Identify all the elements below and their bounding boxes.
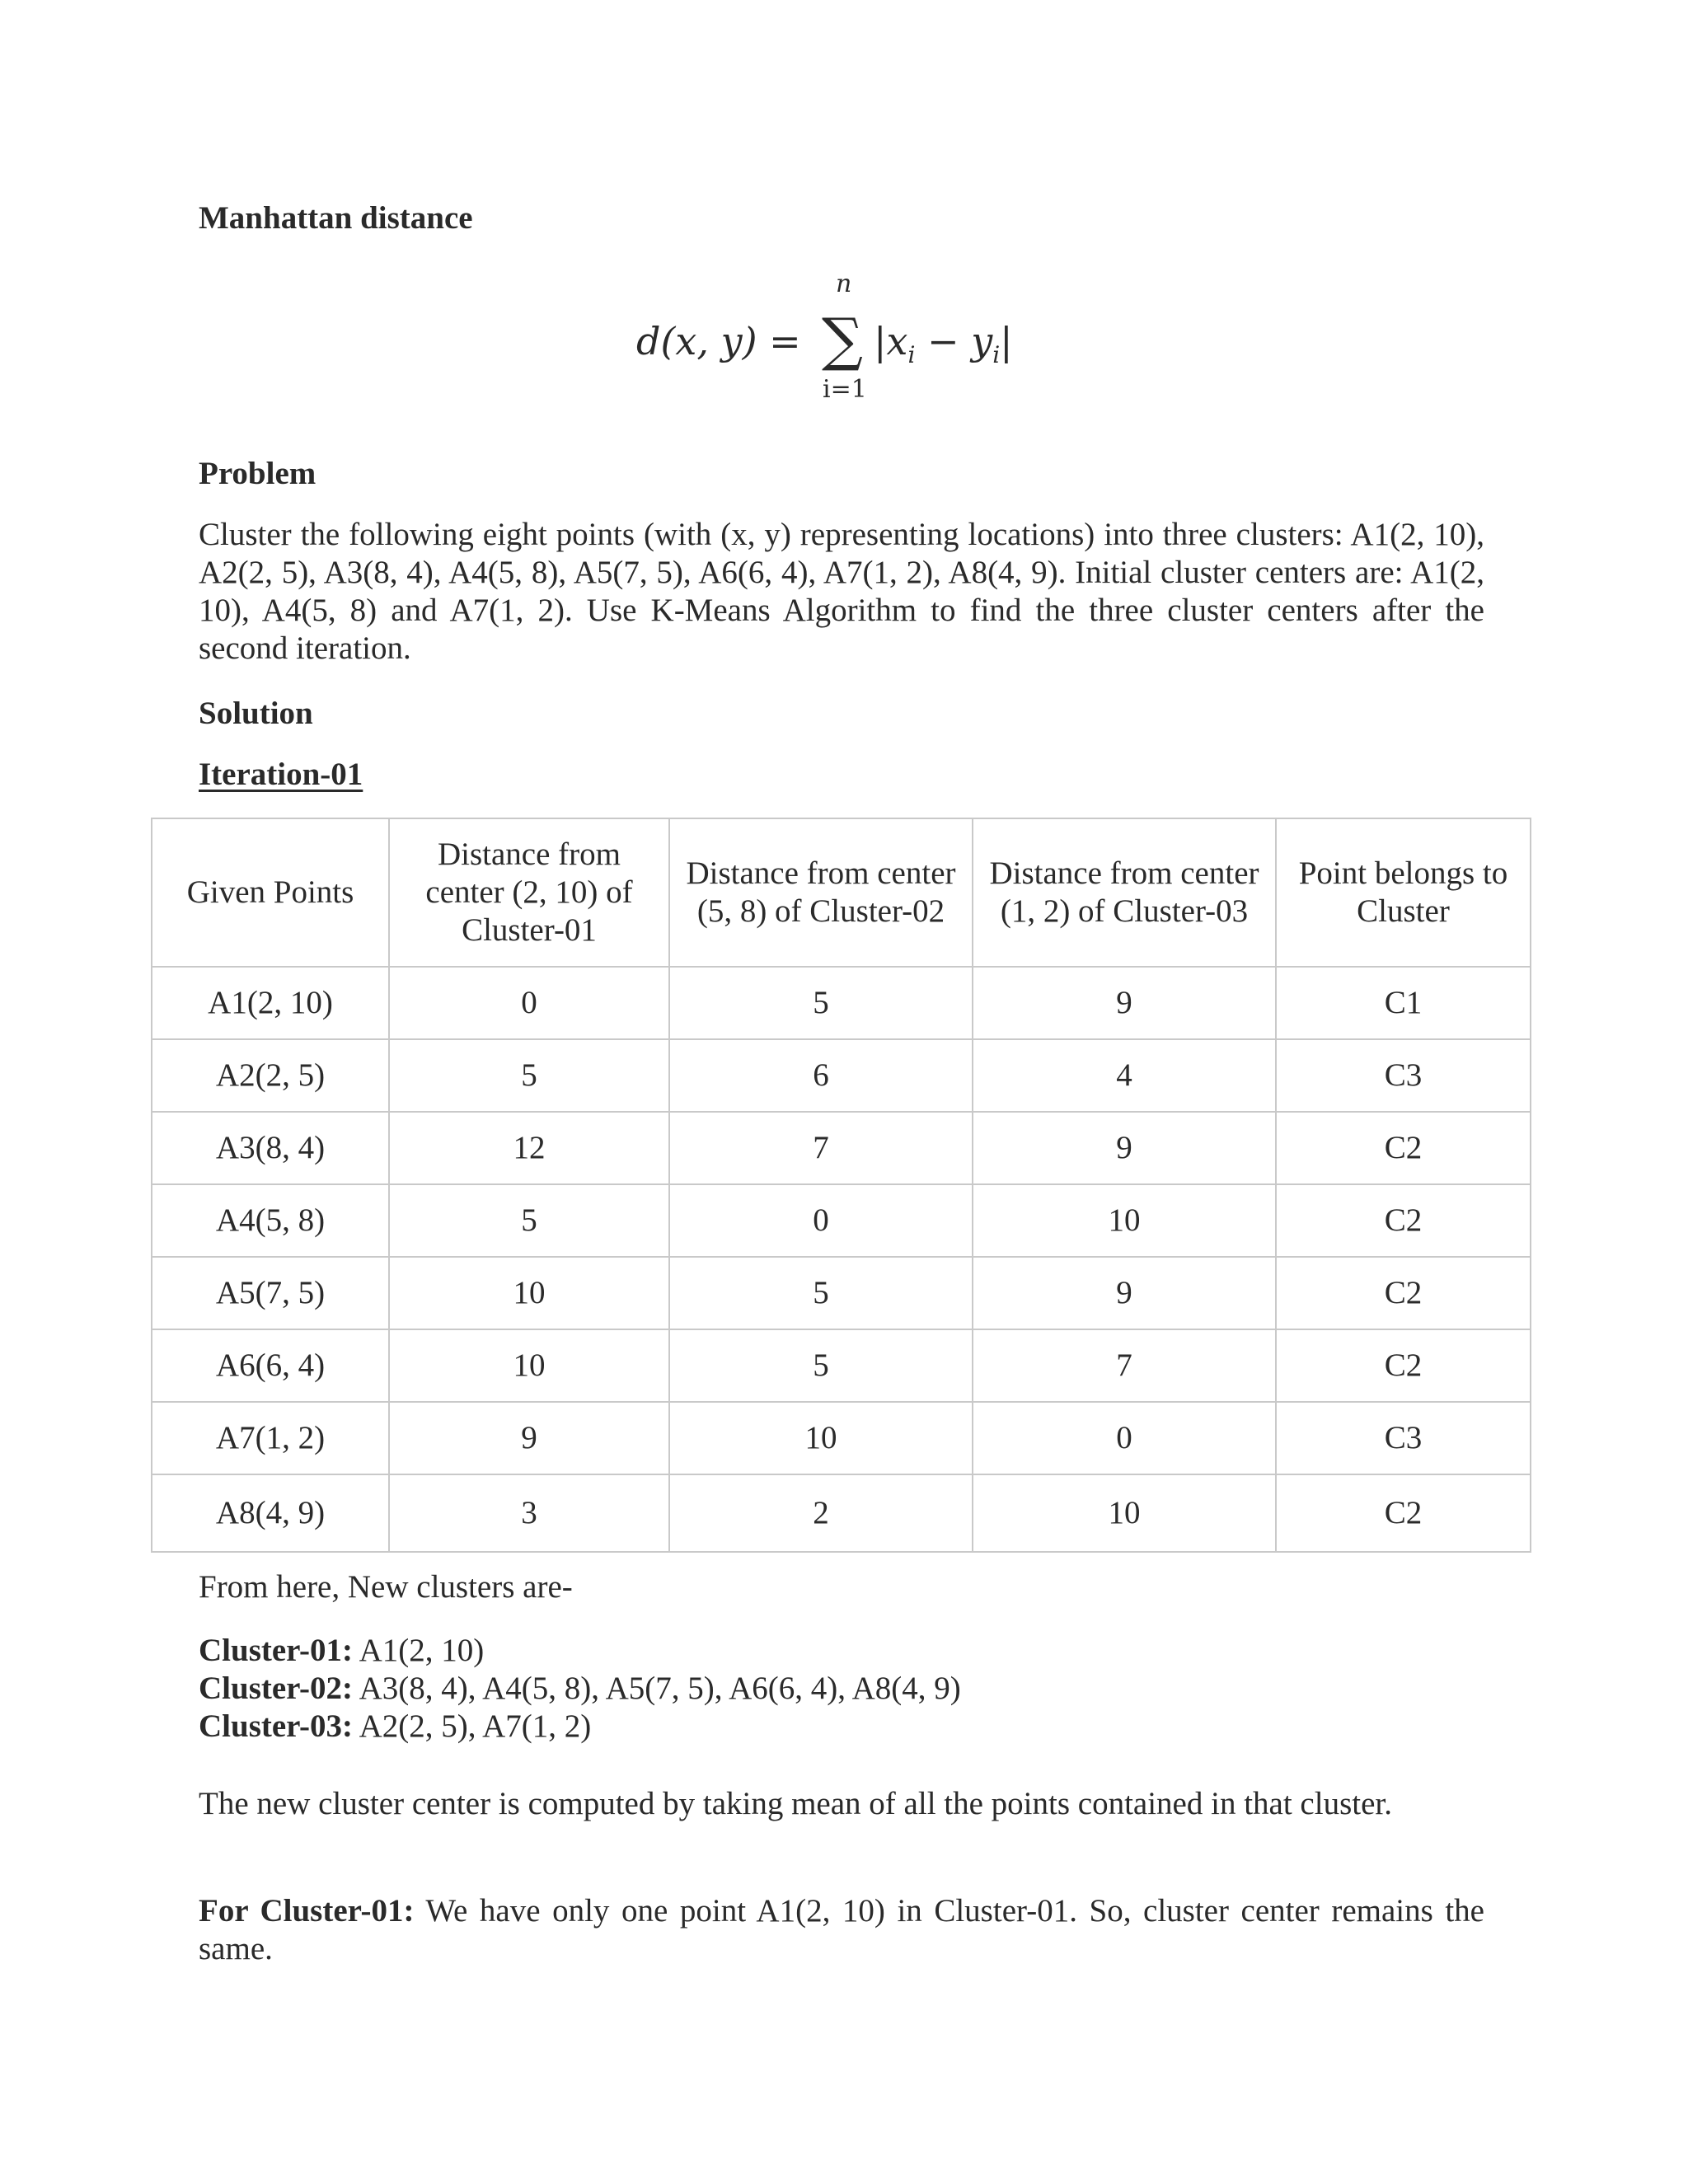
cell-cluster: C2 bbox=[1276, 1329, 1531, 1402]
table-row bbox=[152, 1039, 1531, 1112]
table-row bbox=[152, 1184, 1531, 1257]
cell-distance-c1: 3 bbox=[389, 1474, 669, 1552]
cell-cluster: C3 bbox=[1276, 1039, 1531, 1112]
cluster-03-points: A2(2, 5), A7(1, 2) bbox=[353, 1708, 592, 1744]
cell-distance-c3: 7 bbox=[973, 1329, 1276, 1402]
cell-point: A8(4, 9) bbox=[152, 1474, 389, 1552]
table-row bbox=[152, 1474, 1531, 1552]
manhattan-formula bbox=[626, 268, 1088, 416]
table-row bbox=[152, 967, 1531, 1039]
table-row bbox=[152, 1402, 1531, 1474]
cell-distance-c1: 10 bbox=[389, 1329, 669, 1402]
cell-distance-c2: 5 bbox=[669, 1329, 973, 1402]
cell-cluster: C2 bbox=[1276, 1184, 1531, 1257]
cell-cluster: C3 bbox=[1276, 1402, 1531, 1474]
cluster-02-label: Cluster-02: bbox=[199, 1671, 354, 1706]
cell-distance-c1: 9 bbox=[389, 1402, 669, 1474]
cell-distance-c1: 10 bbox=[389, 1257, 669, 1329]
cluster-02-line bbox=[199, 1670, 961, 1708]
formula-rhs-sub-y: i bbox=[992, 341, 1001, 369]
formula-rhs-minus: − y bbox=[915, 319, 993, 363]
cell-distance-c1: 5 bbox=[389, 1039, 669, 1112]
cell-distance-c2: 7 bbox=[669, 1112, 973, 1184]
cell-cluster: C2 bbox=[1276, 1257, 1531, 1329]
formula-rhs-sub-x: i bbox=[907, 341, 916, 369]
header-distance-cluster-03: Distance from center (1, 2) of Cluster-03 bbox=[973, 818, 1276, 967]
cluster-01-note bbox=[199, 1892, 1484, 1968]
heading-iteration-01: Iteration-01 bbox=[199, 757, 363, 792]
cell-distance-c2: 6 bbox=[669, 1039, 973, 1112]
cluster-01-points: A1(2, 10) bbox=[353, 1633, 485, 1668]
cell-point: A2(2, 5) bbox=[152, 1039, 389, 1112]
cluster-01-note-text: We have only one point A1(2, 10) in Cluster-01. So, cluster center remains the same. bbox=[199, 1893, 1484, 1966]
cell-point: A6(6, 4) bbox=[152, 1329, 389, 1402]
cell-distance-c3: 0 bbox=[973, 1402, 1276, 1474]
header-distance-cluster-01: Distance from center (2, 10) of Cluster-01 bbox=[389, 818, 669, 967]
heading-solution: Solution bbox=[199, 696, 313, 731]
cell-cluster: C2 bbox=[1276, 1112, 1531, 1184]
cell-point: A5(7, 5) bbox=[152, 1257, 389, 1329]
heading-manhattan-distance: Manhattan distance bbox=[199, 200, 473, 236]
cell-cluster: C2 bbox=[1276, 1474, 1531, 1552]
new-clusters-intro: From here, New clusters are- bbox=[199, 1569, 573, 1605]
cluster-01-label: Cluster-01: bbox=[199, 1633, 354, 1668]
formula-sum-upper: n bbox=[836, 269, 852, 298]
cell-distance-c3: 10 bbox=[973, 1184, 1276, 1257]
cell-distance-c2: 5 bbox=[669, 967, 973, 1039]
header-given-points: Given Points bbox=[152, 818, 389, 967]
header-point-belongs: Point belongs to Cluster bbox=[1276, 818, 1531, 967]
table-row bbox=[152, 1329, 1531, 1402]
cell-distance-c3: 9 bbox=[973, 967, 1276, 1039]
formula-lhs: d(x, y) = bbox=[636, 319, 801, 363]
formula-rhs bbox=[874, 319, 1013, 368]
table-header-row bbox=[152, 818, 1531, 967]
cell-distance-c2: 5 bbox=[669, 1257, 973, 1329]
cell-distance-c2: 0 bbox=[669, 1184, 973, 1257]
problem-text: Cluster the following eight points (with (x, y) representing locations) into three clusters: A1(2, 10), A2(2, 5), A3(8, 4), A4(5, 8), A5(7, 5), A6(6, 4), A7(1, 2), A8(4, 9). Initial cluster centers are: A1(2, 10), A4(5, 8) and A7(1, 2). Use K-Means Algorithm to find the three cluster centers after the second iteration. bbox=[199, 517, 1484, 666]
cluster-03-line bbox=[199, 1708, 591, 1746]
header-distance-cluster-02: Distance from center (5, 8) of Cluster-02 bbox=[669, 818, 973, 967]
cell-distance-c1: 0 bbox=[389, 967, 669, 1039]
cell-distance-c3: 9 bbox=[973, 1112, 1276, 1184]
cell-distance-c1: 5 bbox=[389, 1184, 669, 1257]
iteration-01-table bbox=[151, 818, 1531, 1553]
table-row bbox=[152, 1257, 1531, 1329]
cell-distance-c3: 10 bbox=[973, 1474, 1276, 1552]
cell-distance-c1: 12 bbox=[389, 1112, 669, 1184]
cluster-01-note-label: For Cluster-01: bbox=[199, 1893, 415, 1929]
cluster-01-line bbox=[199, 1632, 484, 1670]
cluster-03-label: Cluster-03: bbox=[199, 1708, 354, 1744]
formula-sum-lower: i=1 bbox=[823, 375, 867, 404]
table-row bbox=[152, 1112, 1531, 1184]
cell-distance-c3: 9 bbox=[973, 1257, 1276, 1329]
formula-rhs-open: |x bbox=[874, 319, 908, 363]
cell-distance-c2: 10 bbox=[669, 1402, 973, 1474]
formula-rhs-close: | bbox=[1000, 319, 1013, 363]
cell-distance-c3: 4 bbox=[973, 1039, 1276, 1112]
cluster-02-points: A3(8, 4), A4(5, 8), A5(7, 5), A6(6, 4), A8(4, 9) bbox=[353, 1671, 961, 1706]
cell-point: A7(1, 2) bbox=[152, 1402, 389, 1474]
center-note: The new cluster center is computed by taking mean of all the points contained in that cluster. bbox=[199, 1786, 1392, 1821]
cell-cluster: C1 bbox=[1276, 967, 1531, 1039]
formula-sigma: ∑ bbox=[822, 306, 863, 373]
cell-distance-c2: 2 bbox=[669, 1474, 973, 1552]
cell-point: A3(8, 4) bbox=[152, 1112, 389, 1184]
heading-problem: Problem bbox=[199, 456, 316, 491]
cell-point: A1(2, 10) bbox=[152, 967, 389, 1039]
cell-point: A4(5, 8) bbox=[152, 1184, 389, 1257]
